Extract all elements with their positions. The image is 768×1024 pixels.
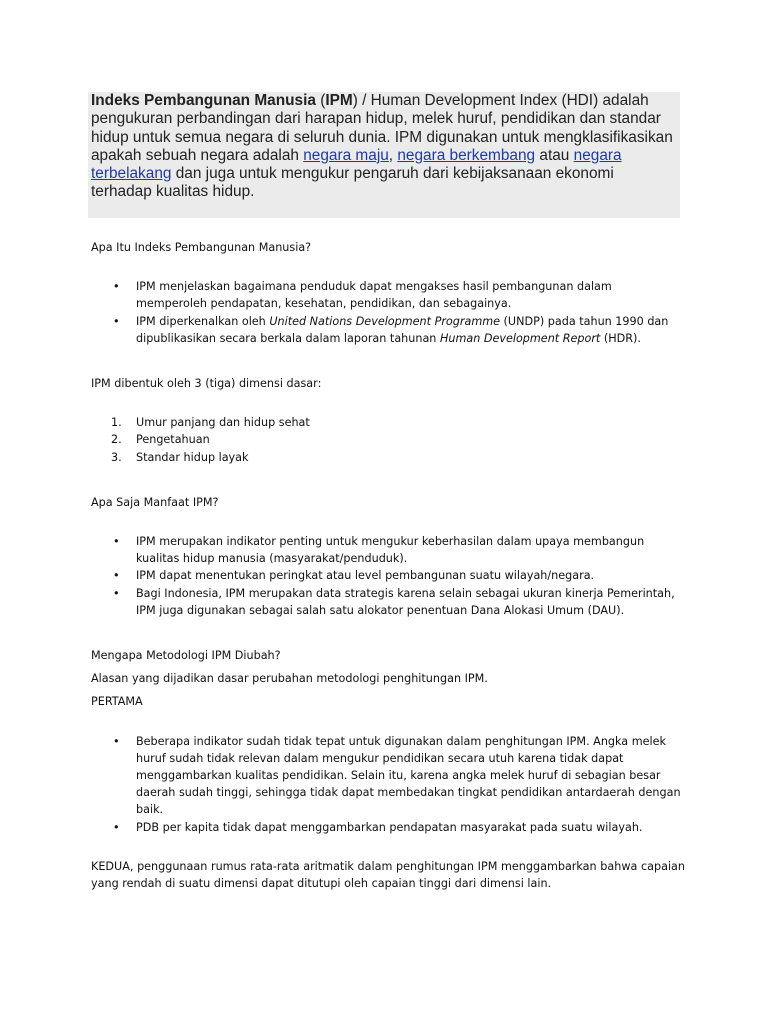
list-number: 1.	[111, 416, 122, 430]
list-item-text: PDB per kapita tidak dapat menggambarkan pendapatan masyarakat pada suatu wilayah.	[136, 820, 643, 834]
list-item	[91, 567, 685, 584]
list-item	[91, 431, 685, 448]
list-item	[91, 414, 685, 431]
intro-paragraph	[88, 92, 680, 218]
intro-sep-1: ,	[388, 146, 398, 164]
metodologi-subline: Alasan yang dijadikan dasar perubahan metodologi penghitungan IPM.	[91, 672, 488, 686]
paragraph-kedua: KEDUA, penggunaan rumus rata-rata aritmatik dalam penghitungan IPM menggambarkan bahwa capaian yang rendah di suatu dimensi dapat ditutupi oleh capaian tinggi dari dimensi lain.	[91, 859, 685, 891]
link-negara-berkembang[interactable]: negara berkembang	[397, 146, 536, 164]
bullet-list-apa-itu	[91, 278, 685, 347]
list-item-text: IPM menjelaskan bagaimana penduduk dapat mengakses hasil pembangunan dalam memperoleh pendapatan, kesehatan, pendidikan, dan sebagainya.	[136, 280, 612, 311]
list-item-text: Beberapa indikator sudah tidak tepat untuk digunakan dalam penghitungan IPM. Angka melek huruf sudah tidak relevan dalam mengukur pendidikan secara utuh karena tidak dapat menggambarkan kualitas pendidikan. Selain itu, karena angka melek huruf di sebagian besar daerah sudah tinggi, sehingga tidak dapat membedakan tingkat pendidikan antardaerah dengan baik.	[136, 734, 681, 817]
intro-abbr: IPM	[325, 92, 353, 109]
list-item-text: IPM dapat menentukan peringkat atau level pembangunan suatu wilayah/negara.	[136, 569, 595, 583]
label-pertama: PERTAMA	[91, 695, 143, 709]
intro-sep-2: atau	[535, 146, 574, 164]
list-item	[91, 733, 685, 819]
list-item-text: IPM diperkenalkan oleh	[136, 314, 270, 328]
heading-apa-itu-ipm: Apa Itu Indeks Pembangunan Manusia?	[91, 241, 312, 254]
list-item	[91, 278, 685, 312]
list-item-text: Bagi Indonesia, IPM merupakan data strategis karena selain sebagai ukuran kinerja Pemerintah, IPM juga digunakan sebagai salah satu alokator penentuan Dana Alokasi Umum (DAU).	[136, 586, 675, 617]
bullet-list-pertama	[91, 733, 685, 836]
intro-text-1: ) / Human Development Index (HDI) adalah pengukuran perbandingan dari harapan hidup, melek huruf, pendidikan dan standar hidup untuk semua negara di seluruh dunia. IPM digunakan untuk mengklasifikasikan apakah sebuah negara adalah	[91, 92, 673, 164]
heading-metodologi: Mengapa Metodologi IPM Diubah?	[91, 649, 281, 663]
list-item	[91, 313, 685, 347]
list-item-text: Pengetahuan	[136, 433, 210, 447]
list-item-text: (UNDP) pada tahun 1990 dan dipublikasikan secara berkala dalam laporan tahunan	[136, 314, 669, 345]
intro-lead-term: Indeks Pembangunan Manusia	[91, 92, 316, 109]
list-item	[91, 533, 685, 567]
list-number: 3.	[111, 450, 122, 464]
undp-name: United Nations Development Programme	[269, 314, 500, 328]
intro-lead-open: (	[315, 92, 326, 109]
bullet-list-manfaat	[91, 533, 685, 619]
list-item	[91, 449, 685, 466]
heading-manfaat-ipm: Apa Saja Manfaat IPM?	[91, 495, 219, 509]
list-number: 2.	[111, 433, 122, 447]
link-negara-maju[interactable]: negara maju	[303, 146, 389, 164]
list-item	[91, 585, 685, 619]
list-item	[91, 819, 685, 836]
list-item-text: Umur panjang dan hidup sehat	[136, 416, 310, 430]
list-item-text: IPM merupakan indikator penting untuk mengukur keberhasilan dalam upaya membangun kualitas hidup manusia (masyarakat/penduduk).	[136, 535, 645, 566]
document-body	[91, 239, 685, 892]
dimensions-intro: IPM dibentuk oleh 3 (tiga) dimensi dasar:	[91, 377, 322, 391]
link-negara-terbelakang[interactable]: negara terbelakang	[91, 146, 622, 183]
intro-text-2: dan juga untuk mengukur pengaruh dari kebijaksanaan ekonomi terhadap kualitas hidup.	[91, 165, 614, 201]
numbered-list-dimensions	[91, 414, 685, 466]
list-item-text: Standar hidup layak	[136, 450, 249, 464]
hdr-name: Human Development Report	[439, 331, 601, 345]
list-item-text: (HDR).	[600, 331, 641, 345]
